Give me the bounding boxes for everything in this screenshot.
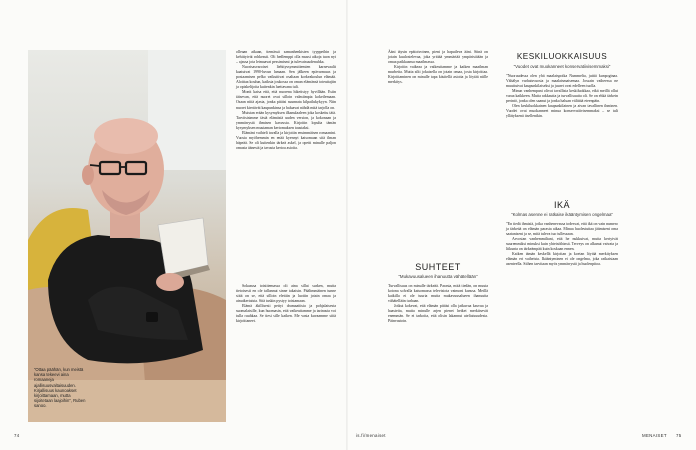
paragraph: Turvallisuus on minulle tärkeää. Parasta, mitä tiedän, on muuta kotona solvalla katsomassa televisiota vaimoni kanssa. Meillä kaikilla ei ole tuuria mutta mukavuusalueen ihanuutta vähätellään turhaan. (388, 284, 488, 304)
paragraph: ”En tiedä ihmisiä, jotka vanhenevassa todesvat, että ikä on vain numero ja tärkeää on elämän parasta aikaa. Minua huolestuttaa jäämiseni oma saataniseni ja se, mitä tuleva tuo tullessaan. (506, 222, 618, 237)
left-column-top (236, 50, 336, 151)
paragraph: Olen keskiluokkainen kaupunkilainen ja aivan tavallinen ihminen. Vuodet ovat muokanneet minua konservatiivisemmaksi – se tuli yllätyksenä itsellenikin. (506, 104, 618, 119)
paragraph: Kaiken tämän keskellä kirjoitan ja koetan löytää merkityksen elämän eri vaiheista. Ikääntyminen ei ole ongelma, joka ratkaistaan asenteella. Siihen tarvitaan myös ymmärrystä ja huolenpitoa. (506, 252, 618, 267)
page-number-right: 75 (676, 433, 682, 438)
footer-magazine-name: MENAISET (642, 433, 667, 438)
right-column-2-bottom (506, 222, 618, 267)
section-subheading-keskiluokkaisuus: ”Vuodet ovat muokanneet konservatiivisemmaksi” (513, 64, 611, 69)
right-column-1-bottom (388, 284, 488, 324)
right-column-1-top (388, 50, 488, 85)
right-column-2-top (506, 74, 618, 119)
paragraph: ”Nuoruudessa olen yhä maalaispoika Nummelta, juttiä kunpoginaa. Vähälyn varhaisvuosia ja maalaismaisemaa. Jossain vaiheessa ne muuttuivat kaupunkilaiseksi ja juuret ovat edelleen tuolla. (506, 74, 618, 89)
paragraph: Nuorisasvaroiset liehityssymmittemien karnevaalit kaatuivat 1990-luvun lamaan. Sen jälkeen epävarmuus ja postaamisen pelko vaikuttivat osaltaan korkeakoulun elämää. Aloittaa koulun, kaiksta joukossa on oman elämänsä toteuttajiin ja opiskelijoita kuitenkin luettavana tuli. (236, 65, 336, 90)
paragraph: Elämä äkillisesti pettyi dramaattisia ja pohjalaisesta suomalaisille, kun huomasin, että vaikeuttamme ja tarinasta voi tulla ruuhkaa. Se tiesi sille kaiken. Me vasta kuvaamme siitä kirjoittaneet. (236, 304, 336, 324)
right-page (348, 0, 696, 450)
section-heading-ika: IKÄ (553, 200, 570, 210)
paragraph: Minun vanhempani olivat tavallista keskiluokkaa, eikä meillä ollut varaa kaikkeen. Mutta rakkautta ja turvallisuutta oli. Se on ehkä tärkein perintö, jonka olen saanut ja jonka haluan välittää eteenpäin. (506, 89, 618, 104)
paragraph: Jotkut kokevat, että elämän pitäisi olla jatkuvaa kasvua ja haasteita, mutta minulle arjen pienet hetket merkitsevät enemmän. Se ei tarkoita, että olisin lakannut uteliaisuudesta. Päinvastoin. (388, 304, 488, 324)
paragraph: Sokaassa toistitemassa oli aina sillat surken, mutta tietoisesti en ole tallannut sinne takaisin. Päälimmäinen tunne siitä on se, että silloin elettiin ja luotiin jotain omaa ja ainutkertaista. Sitä tuskin pystyy toistamaan. (236, 284, 336, 304)
page-number-left: 74 (14, 433, 20, 438)
paragraph: olleaan aikaan, ttemässä samanhenkisten tyyppeihin ja kehittyivät rohkeasti. Oli hedlemppi olla mussi aikoja tuon nyt – ajassa jota leimaavat pessimismi ja tulevaisuudenuhka. (236, 50, 336, 65)
left-column-bottom (236, 284, 336, 324)
footer-url: is.fi/menaiset (356, 433, 386, 438)
section-subheading-ika: ”Kolmas asenne ei ratkaise ikääntymisen ongelmaa” (511, 212, 613, 217)
section-heading-keskiluokkaisuus: KESKILUOKKAISUUS (516, 52, 608, 61)
section-subheading-suhteet: ”Mukavuusalueen ihanuutta vähätellään” (398, 274, 478, 279)
section-heading-suhteet: SUHTEET (415, 262, 461, 272)
paragraph: Kirjoitin vaikeaa ja vaikeuttamme ja kaiken maailman murheita. Mutta silti jokaisella on jotain omaa, josta kirjoittaa. Kirjoittaminen on minulle tapa käsitellä asioita ja löytää niille merkitys. (388, 65, 488, 85)
paragraph: Ääni täysin epätoivoinen, pieni ja hapuileva ääni. Siinä on jotain kuulostelevaa, joka yrittää ymmärtää ympäristöään ja omaa paikkaansa maailmassa. (388, 50, 488, 65)
paragraph: Arvostan vanhemmiltani, että he nukkuivat, mutta kertyivät suuremmiksi minuksi kuin yhteisöihinsä. Terveys on alkanut vaivata ja liikunta on tärkeämpää kuin koskaan ennen. (506, 237, 618, 252)
paragraph: Monit kaisa että, että nuorena hiketistyy hyvillään. Esiin iäisevan, että nuoret ovat silloin valmiimpia kokeilemaan. Osaan niitä ajasta, jonka pitäisi suunnata kilpailukykyyn. Niin nuoret kiertävät kaupunkinsa ja haluavat nähdä mitä tarjolla on. (236, 90, 336, 110)
photo-caption: ”Ottaa päähän, kun meistä kansa tekeevi aina romaaneja ajallisuusvaltaisuuden. Kirjallisuus kaunoakset kirjoittamaan, mutta sijoitetaan laajoihin”, Ruben sanoo. (34, 367, 86, 409)
paragraph: Elämäni vaihteli tavalla ja kirjoitin ensimmäisen romaanini. Vuosia myöhemmin en enää kyennyt katsomaan sitä ilman häpeää. Se oli kuitenkin tärkeä askel, ja opetti minulle paljon omasta äänestä ja tavasta kertoa asioita. (236, 130, 336, 150)
paragraph: Muistan erään kysymyksen ilkanulaaleen joka koskettu tätä. Tarvitsisimme tästä elämästä uuden version, ja kokonaan ja ymmärrystä ihmisen kasvusta. Kirjoitin lopulta tämän kysymyksen muutaman kertomuksen taustaksi. (236, 110, 336, 130)
